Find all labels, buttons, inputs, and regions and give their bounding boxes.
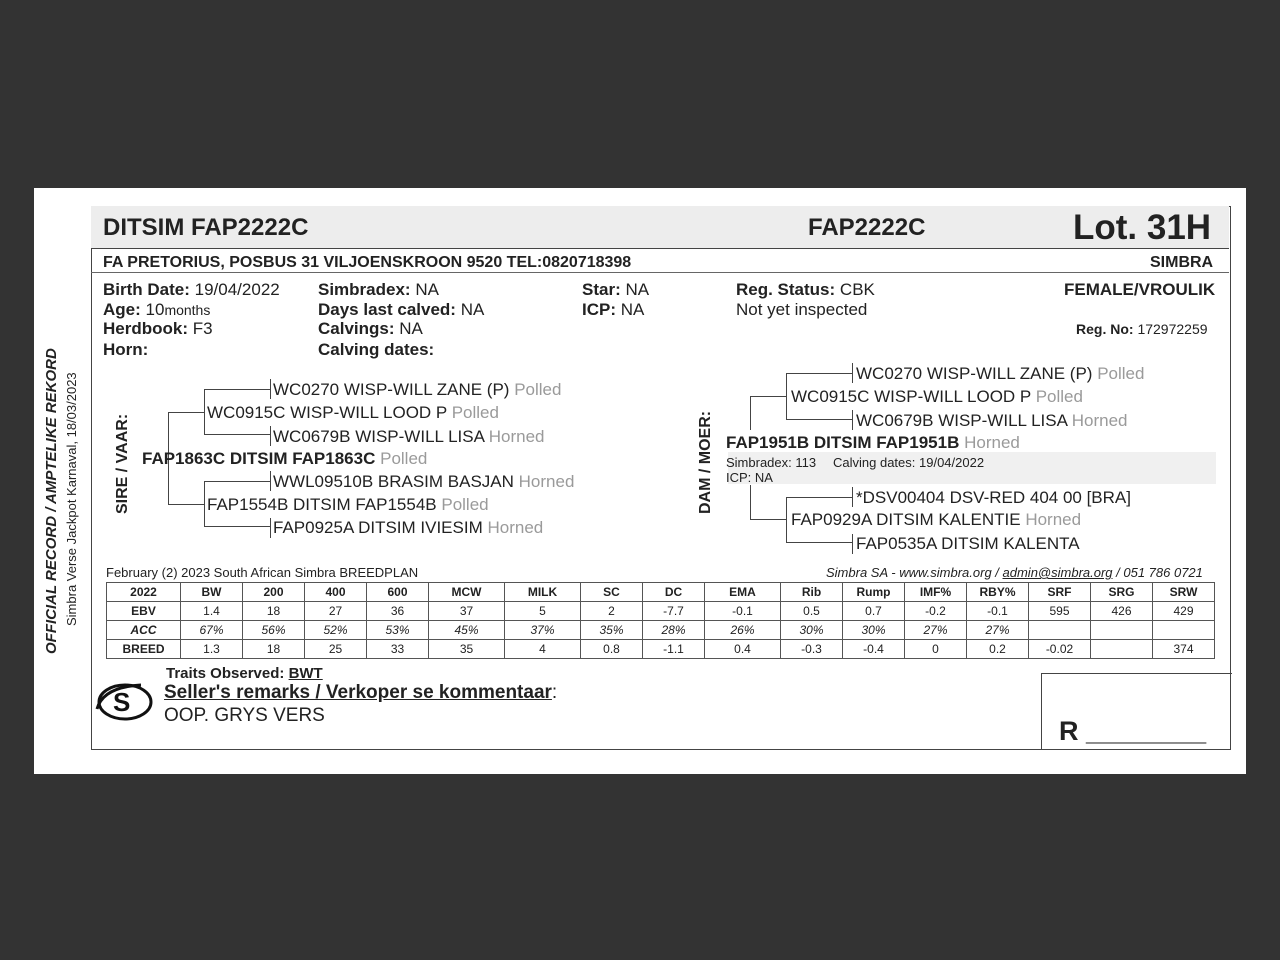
breedplan-cell: SRG bbox=[1091, 583, 1153, 602]
breedplan-cell: 426 bbox=[1091, 602, 1153, 621]
sale-caption: Simbra Verse Jackpot Karnaval, 18/03/2023 bbox=[64, 372, 79, 626]
sire-sire-dam: WC0679B WISP-WILL LISA Horned bbox=[273, 427, 545, 446]
svg-text:S: S bbox=[113, 687, 131, 717]
breedplan-cell: IMF% bbox=[905, 583, 967, 602]
breedplan-cell: -0.3 bbox=[781, 640, 843, 659]
breedplan-cell: 18 bbox=[243, 640, 305, 659]
dam-dam-dam: FAP0535A DITSIM KALENTA bbox=[856, 534, 1080, 553]
breedplan-cell: -0.1 bbox=[705, 602, 781, 621]
breedplan-cell: 5 bbox=[505, 602, 581, 621]
animal-code: FAP2222C bbox=[808, 214, 926, 241]
breedplan-cell: -7.7 bbox=[643, 602, 705, 621]
sire-dam-sire: WWL09510B BRASIM BASJAN Horned bbox=[273, 472, 575, 491]
age: Age: 10months bbox=[103, 300, 211, 319]
breedplan-cell: 18 bbox=[243, 602, 305, 621]
traits-observed: Traits Observed: BWT bbox=[166, 665, 323, 682]
breedplan-cell: 26% bbox=[705, 621, 781, 640]
breedplan-cell: 600 bbox=[367, 583, 429, 602]
breedplan-cell bbox=[1091, 640, 1153, 659]
breedplan-cell: -0.2 bbox=[905, 602, 967, 621]
sex-label: FEMALE/VROULIK bbox=[1064, 280, 1216, 299]
breedplan-cell: -1.1 bbox=[643, 640, 705, 659]
breedplan-cell: 0 bbox=[905, 640, 967, 659]
breedplan-cell: 429 bbox=[1153, 602, 1215, 621]
animal-name: DITSIM FAP2222C bbox=[103, 214, 309, 241]
sire-dam: FAP1554B DITSIM FAP1554B Polled bbox=[207, 495, 489, 514]
simbradex: Simbradex: NA bbox=[318, 280, 439, 299]
breedplan-cell: 400 bbox=[305, 583, 367, 602]
star: Star: NA bbox=[582, 280, 650, 299]
breedplan-row-header: ACC bbox=[107, 621, 181, 640]
breedplan-cell: 56% bbox=[243, 621, 305, 640]
breedplan-cell: 33 bbox=[367, 640, 429, 659]
breedplan-cell: 0.2 bbox=[967, 640, 1029, 659]
dam-main: FAP1951B DITSIM FAP1951B Horned bbox=[726, 433, 1020, 452]
breedplan-cell: 36 bbox=[367, 602, 429, 621]
dam-dam: FAP0929A DITSIM KALENTIE Horned bbox=[791, 510, 1082, 529]
dam-sire: WC0915C WISP-WILL LOOD P Polled bbox=[791, 387, 1083, 406]
horn-label: Horn: bbox=[103, 340, 149, 359]
breedplan-cell: 0.7 bbox=[843, 602, 905, 621]
breedplan-row bbox=[107, 640, 1215, 659]
breedplan-cell: -0.1 bbox=[967, 602, 1029, 621]
icp: ICP: NA bbox=[582, 300, 645, 319]
breedplan-cell: RBY% bbox=[967, 583, 1029, 602]
breedplan-cell: 27% bbox=[905, 621, 967, 640]
lot-number: Lot. 31H bbox=[1073, 208, 1212, 247]
breedplan-cell: 45% bbox=[429, 621, 505, 640]
breedplan-cell: 52% bbox=[305, 621, 367, 640]
sire-dam-dam: FAP0925A DITSIM IVIESIM Horned bbox=[273, 518, 544, 537]
breedplan-cell: 67% bbox=[181, 621, 243, 640]
breedplan-cell: 2 bbox=[581, 602, 643, 621]
dam-label: DAM / MOER: bbox=[697, 410, 714, 514]
breedplan-row-header: EBV bbox=[107, 602, 181, 621]
breedplan-cell: 28% bbox=[643, 621, 705, 640]
herdbook: Herdbook: F3 bbox=[103, 319, 213, 338]
breedplan-caption: February (2) 2023 South African Simbra BREEDPLAN bbox=[106, 565, 419, 580]
breedplan-cell: BW bbox=[181, 583, 243, 602]
breedplan-cell: 1.3 bbox=[181, 640, 243, 659]
calvings: Calvings: NA bbox=[318, 319, 423, 338]
breedplan-cell: Rump bbox=[843, 583, 905, 602]
days-last-calved: Days last calved: NA bbox=[318, 300, 485, 319]
breedplan-table bbox=[106, 582, 1215, 659]
official-record-label: OFFICIAL RECORD / AMPTELIKE REKORD bbox=[43, 348, 60, 654]
simbra-s-logo bbox=[93, 679, 155, 723]
breedplan-cell: SRF bbox=[1029, 583, 1091, 602]
dam-sire-dam: WC0679B WISP-WILL LISA Horned bbox=[856, 411, 1128, 430]
breedplan-cell: 0.5 bbox=[781, 602, 843, 621]
breedplan-cell: 35 bbox=[429, 640, 505, 659]
breedplan-cell: 27 bbox=[305, 602, 367, 621]
dam-dam-sire: *DSV00404 DSV-RED 404 00 [BRA] bbox=[856, 488, 1131, 507]
breedplan-cell: 53% bbox=[367, 621, 429, 640]
breedplan-cell: 200 bbox=[243, 583, 305, 602]
sire-sire: WC0915C WISP-WILL LOOD P Polled bbox=[207, 403, 499, 422]
breedplan-cell: 4 bbox=[505, 640, 581, 659]
breedplan-cell: 35% bbox=[581, 621, 643, 640]
breedplan-cell: 1.4 bbox=[181, 602, 243, 621]
sire-main: FAP1863C DITSIM FAP1863C Polled bbox=[142, 449, 428, 468]
breedplan-row-header: BREED bbox=[107, 640, 181, 659]
breedplan-cell bbox=[1029, 621, 1091, 640]
breedplan-cell: 30% bbox=[781, 621, 843, 640]
breedplan-cell: MILK bbox=[505, 583, 581, 602]
breedplan-cell: SRW bbox=[1153, 583, 1215, 602]
inspection-status: Not yet inspected bbox=[736, 300, 868, 319]
breedplan-cell: 595 bbox=[1029, 602, 1091, 621]
price-field[interactable]: R ________ bbox=[1059, 716, 1207, 746]
breedplan-cell: 37 bbox=[429, 602, 505, 621]
dam-simbradex: Simbradex: 113 bbox=[726, 455, 817, 470]
breedplan-cell: 374 bbox=[1153, 640, 1215, 659]
lot-card bbox=[34, 188, 1246, 774]
breedplan-cell: 37% bbox=[505, 621, 581, 640]
sire-sire-sire: WC0270 WISP-WILL ZANE (P) Polled bbox=[273, 380, 562, 399]
breedplan-cell: Rib bbox=[781, 583, 843, 602]
reg-status: Reg. Status: CBK bbox=[736, 280, 875, 299]
breedplan-row-header: 2022 bbox=[107, 583, 181, 602]
breedplan-cell: DC bbox=[643, 583, 705, 602]
breedplan-cell: -0.4 bbox=[843, 640, 905, 659]
sire-label: SIRE / VAAR: bbox=[114, 413, 131, 514]
breedplan-cell: -0.02 bbox=[1029, 640, 1091, 659]
sellers-remarks-text: OOP. GRYS VERS bbox=[164, 705, 325, 726]
birth-date: Birth Date: 19/04/2022 bbox=[103, 280, 280, 299]
breedplan-row bbox=[107, 583, 1215, 602]
breedplan-cell: MCW bbox=[429, 583, 505, 602]
breedplan-cell: 0.8 bbox=[581, 640, 643, 659]
calving-dates-label: Calving dates: bbox=[318, 340, 435, 359]
dam-calving-dates: Calving dates: 19/04/2022 bbox=[833, 455, 985, 470]
breedplan-row bbox=[107, 621, 1215, 640]
breed-label: SIMBRA bbox=[1150, 254, 1214, 271]
breedplan-cell: 0.4 bbox=[705, 640, 781, 659]
breedplan-cell: 27% bbox=[967, 621, 1029, 640]
breedplan-cell: SC bbox=[581, 583, 643, 602]
breedplan-cell bbox=[1091, 621, 1153, 640]
breedplan-cell: 30% bbox=[843, 621, 905, 640]
breedplan-row bbox=[107, 602, 1215, 621]
reg-number: Reg. No: 172972259 bbox=[1076, 321, 1208, 337]
dam-icp: ICP: NA bbox=[726, 470, 773, 485]
sellers-remarks-heading: Seller's remarks / Verkoper se kommentaar: bbox=[164, 682, 558, 703]
breedplan-cell: EMA bbox=[705, 583, 781, 602]
owner-address: FA PRETORIUS, POSBUS 31 VILJOENSKROON 9520 TEL:0820718398 bbox=[103, 254, 632, 271]
breedplan-cell: 25 bbox=[305, 640, 367, 659]
breedplan-cell bbox=[1153, 621, 1215, 640]
dam-sire-sire: WC0270 WISP-WILL ZANE (P) Polled bbox=[856, 364, 1145, 383]
breedplan-contact: Simbra SA - www.simbra.org / admin@simbra.org / 051 786 0721 bbox=[826, 565, 1203, 580]
